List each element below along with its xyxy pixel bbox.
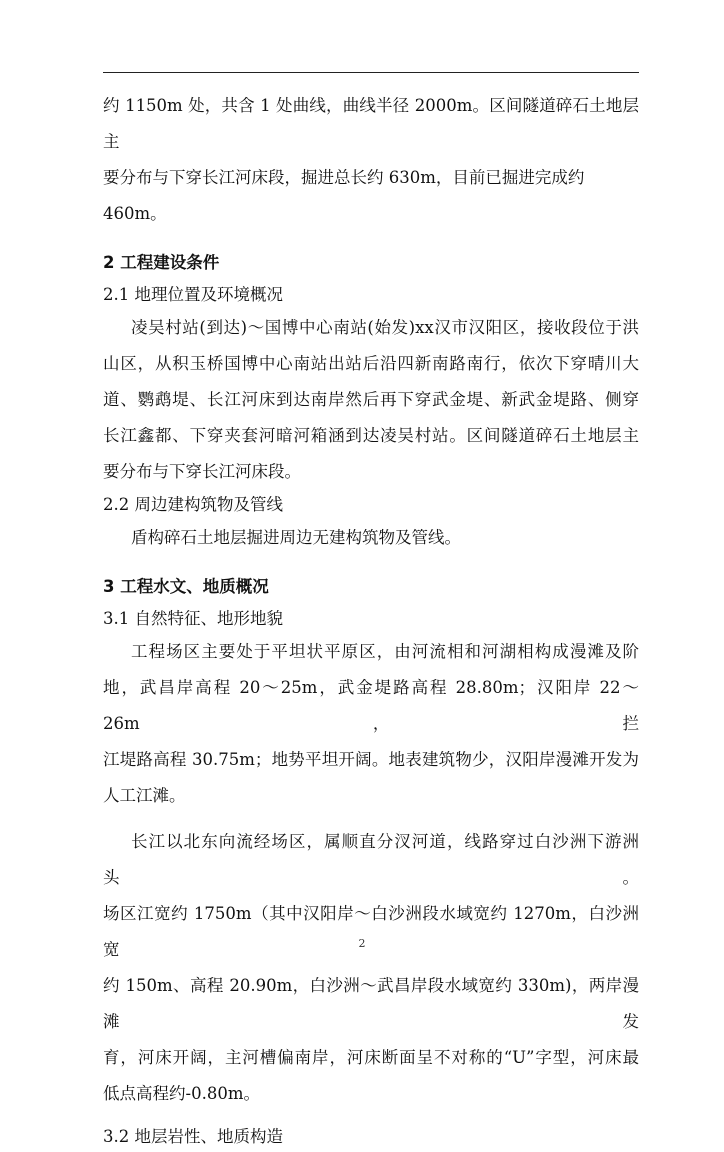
- page-number: 2: [358, 937, 366, 950]
- paragraph-line: 山区，从积玉桥国博中心南站出站后沿四新南路南行，依次下穿晴川大: [103, 354, 639, 373]
- section-2-title: 2 工程建设条件: [103, 253, 220, 272]
- paragraph-line: 低点高程约-0.80m。: [103, 1084, 260, 1103]
- paragraph-line: 长江以北东向流经场区，属顺直分汊河道，线路穿过白沙洲下游洲头。: [103, 832, 639, 887]
- paragraph-line: 场区江宽约 1750m（其中汉阳岸～白沙洲段水域宽约 1270m，白沙洲宽: [103, 904, 639, 959]
- paragraph-line: 育，河床开阔，主河槽偏南岸，河床断面呈不对称的“U”字型，河床最: [103, 1048, 639, 1067]
- paragraph-line: 凌吴村站(到达)～国博中心南站(始发)xx汉市汉阳区，接收段位于洪: [131, 318, 639, 337]
- paragraph-line: 人工江滩。: [103, 786, 186, 805]
- paragraph-line: 工程场区主要处于平坦状平原区，由河流相和河湖相构成漫滩及阶: [131, 642, 639, 661]
- paragraph-line: 江堤路高程 30.75m；地势平坦开阔。地表建筑物少，汉阳岸漫滩开发为: [103, 750, 639, 769]
- header-rule: [103, 72, 639, 73]
- paragraph-line: 地，武昌岸高程 20～25m，武金堤路高程 28.80m；汉阳岸 22～26m，拦: [103, 678, 639, 733]
- intro-line: 约 1150m 处，共含 1 处曲线，曲线半径 2000m。区间隧道碎石土地层主: [103, 96, 639, 151]
- paragraph-line: 要分布与下穿长江河床段。: [103, 462, 301, 481]
- section-3-1-title: 3.1 自然特征、地形地貌: [103, 609, 283, 628]
- paragraph-line: 道、鹦鹉堤、长江河床到达南岸然后再下穿武金堤、新武金堤路、侧穿: [103, 390, 639, 409]
- section-3-2-title: 3.2 地层岩性、地质构造: [103, 1127, 283, 1146]
- section-2-1-title: 2.1 地理位置及环境概况: [103, 285, 283, 304]
- document-body: [103, 88, 639, 1152]
- section-2-2-title: 2.2 周边建构筑物及管线: [103, 495, 283, 514]
- intro-line: 要分布与下穿长江河床段，掘进总长约 630m，目前已掘进完成约 460m。: [103, 168, 585, 223]
- paragraph-line: 约 150m、高程 20.90m，白沙洲～武昌岸段水域宽约 330m)，两岸漫滩发: [103, 976, 639, 1031]
- paragraph-line: 长江鑫都、下穿夹套河暗河箱涵到达凌吴村站。区间隧道碎石土地层主: [103, 426, 639, 445]
- paragraph-line: 盾构碎石土地层掘进周边无建构筑物及管线。: [131, 528, 461, 547]
- section-3-title: 3 工程水文、地质概况: [103, 577, 269, 596]
